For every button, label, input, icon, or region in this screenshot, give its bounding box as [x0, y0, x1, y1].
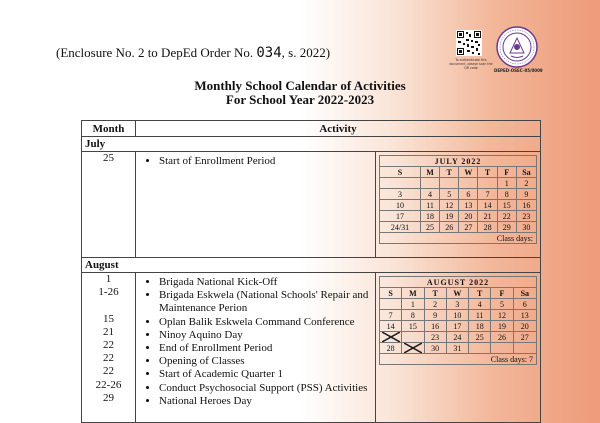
july-dates [82, 152, 136, 258]
calendar-day: 16 [424, 321, 446, 332]
calendar-day: 18 [469, 321, 491, 332]
calendar-day: 12 [440, 200, 459, 211]
calendar-day [478, 178, 497, 189]
weekday-header: W [446, 288, 468, 299]
calendar-week [380, 178, 537, 189]
date-cell: 25 [103, 152, 114, 164]
calendar-day: 19 [491, 321, 513, 332]
activity-item: • Opening of Classes [159, 355, 375, 368]
calendar-day: 14 [380, 321, 402, 332]
calendar-day: 25 [469, 332, 491, 343]
calendar-day: 17 [380, 211, 421, 222]
july-activities-row [82, 152, 541, 258]
calendar-day [420, 178, 439, 189]
calendar-day: 11 [420, 200, 439, 211]
weekday-header: W [459, 167, 478, 178]
activity-item: • Start of Enrollment Period [159, 155, 375, 168]
calendar-day: 2 [516, 178, 536, 189]
calendar-day: 26 [491, 332, 513, 343]
august-dates [82, 273, 136, 423]
weekday-header: T [440, 167, 459, 178]
calendar-day: 28 [380, 343, 402, 354]
calendar-day [402, 332, 424, 343]
page-subtitle: For School Year 2022-2023 [225, 92, 375, 107]
calendar-day: 8 [497, 189, 516, 200]
activity-item: • Ninoy Aquino Day [159, 329, 375, 342]
date-cell: 1-26 [98, 286, 119, 299]
calendar-day [513, 343, 536, 354]
qr-code-icon [456, 30, 482, 56]
august-calendar-cell [376, 273, 541, 423]
date-cell: 15 [103, 312, 114, 325]
weekday-header: S [380, 288, 402, 299]
calendar-week [380, 189, 537, 200]
crossed-out-day [380, 332, 402, 343]
activities-table [81, 120, 541, 423]
calendar-week [380, 332, 537, 343]
calendar-day: 26 [440, 222, 459, 233]
calendar-day: 3 [446, 299, 468, 310]
weekday-header: T [424, 288, 446, 299]
calendar-day: 22 [497, 211, 516, 222]
calendar-day: 15 [402, 321, 424, 332]
calendar-day: 10 [380, 200, 421, 211]
calendar-day: 6 [513, 299, 536, 310]
qr-note: To authenticate this document, please scan the QR code [449, 58, 493, 70]
month-row-july [82, 137, 541, 152]
table-header-row [82, 121, 541, 137]
enclosure-suffix: , s. 2022) [281, 45, 331, 60]
calendar-day [380, 178, 421, 189]
calendar-day: 23 [424, 332, 446, 343]
month-label-july: July [82, 137, 541, 152]
calendar-day: 3 [380, 189, 421, 200]
calendar-day: 10 [446, 310, 468, 321]
calendar-day: 5 [491, 299, 513, 310]
calendar-day: 18 [420, 211, 439, 222]
date-cell [82, 299, 135, 312]
calendar-day: 5 [440, 189, 459, 200]
calendar-day: 24/31 [380, 222, 421, 233]
month-label-august: August [82, 258, 541, 273]
calendar-day: 7 [478, 189, 497, 200]
calendar-week [380, 299, 537, 310]
calendar-day: 15 [497, 200, 516, 211]
activity-column-header: Activity [136, 121, 541, 137]
page-title: Monthly School Calendar of Activities [194, 78, 406, 93]
calendar-day: 1 [497, 178, 516, 189]
calendar-day: 19 [440, 211, 459, 222]
calendar-week [380, 343, 537, 354]
calendar-day: 7 [380, 310, 402, 321]
calendar-day [380, 299, 402, 310]
weekday-header: Sa [516, 167, 536, 178]
calendar-day: 13 [459, 200, 478, 211]
weekday-header: F [491, 288, 513, 299]
activity-item: • Brigada Eskwela (National Schools' Repair and Maintenance Perion [159, 289, 375, 315]
august-activities-row [82, 273, 541, 423]
calendar-day: 20 [459, 211, 478, 222]
calendar-week [380, 200, 537, 211]
calendar-day: 4 [469, 299, 491, 310]
date-cell: 22-26 [95, 378, 122, 391]
calendar-day: 21 [478, 211, 497, 222]
calendar-day: 9 [424, 310, 446, 321]
weekday-header: M [402, 288, 424, 299]
calendar-day: 16 [516, 200, 536, 211]
weekday-header: F [497, 167, 516, 178]
date-cell: 22 [103, 352, 114, 365]
date-cell: 22 [103, 338, 114, 351]
calendar-week [380, 310, 537, 321]
calendar-day [440, 178, 459, 189]
order-number: 034 [256, 45, 282, 61]
date-cell: 29 [103, 391, 114, 404]
activity-item: • Brigada National Kick-Off [159, 276, 375, 289]
calendar-day: 27 [459, 222, 478, 233]
calendar-day [469, 343, 491, 354]
calendar-day: 4 [420, 189, 439, 200]
calendar-day: 24 [446, 332, 468, 343]
calendar-day: 14 [478, 200, 497, 211]
activity-item: • Conduct Psychosocial Support (PSS) Activities [159, 382, 375, 395]
july-calendar-cell [376, 152, 541, 258]
calendar-day: 13 [513, 310, 536, 321]
activity-item: • Start of Academic Quarter 1 [159, 368, 375, 381]
calendar-week [380, 222, 537, 233]
activity-item: • Oplan Balik Eskwela Command Conference [159, 316, 375, 329]
calendar-week [380, 211, 537, 222]
calendar-day: 28 [478, 222, 497, 233]
calendar-day: 23 [516, 211, 536, 222]
enclosure-note [56, 45, 330, 61]
weekday-header: M [420, 167, 439, 178]
calendar-day: 11 [469, 310, 491, 321]
enclosure-prefix: (Enclosure No. 2 to DepEd Order No. [56, 45, 257, 60]
august-activities [136, 273, 376, 423]
calendar-day [459, 178, 478, 189]
august-mini-calendar [379, 276, 537, 365]
month-column-header: Month [82, 121, 136, 137]
weekday-header: T [478, 167, 497, 178]
class-days-label: Class days: 7 [380, 354, 537, 365]
calendar-day: 25 [420, 222, 439, 233]
calendar-day: 30 [516, 222, 536, 233]
date-cell: 22 [103, 365, 114, 378]
calendar-day: 1 [402, 299, 424, 310]
calendar-day: 17 [446, 321, 468, 332]
date-cell: 1 [105, 273, 112, 285]
july-activities [136, 152, 376, 258]
calendar-day: 8 [402, 310, 424, 321]
crossed-out-day [402, 343, 424, 354]
calendar-day: 12 [491, 310, 513, 321]
weekday-header: T [469, 288, 491, 299]
activity-item: • End of Enrollment Period [159, 342, 375, 355]
calendar-day: 9 [516, 189, 536, 200]
activity-item: • National Heroes Day [159, 395, 375, 408]
calendar-day: 27 [513, 332, 536, 343]
calendar-day [491, 343, 513, 354]
month-row-august [82, 258, 541, 273]
july-mini-calendar [379, 155, 537, 244]
weekday-header: S [380, 167, 421, 178]
calendar-day: 30 [424, 343, 446, 354]
calendar-week [380, 321, 537, 332]
calendar-day: 6 [459, 189, 478, 200]
deped-seal-icon [496, 26, 538, 68]
calendar-day: 31 [446, 343, 468, 354]
date-cell: 21 [103, 325, 114, 338]
calendar-title: AUGUST 2022 [380, 277, 537, 288]
calendar-day: 20 [513, 321, 536, 332]
weekday-header: Sa [513, 288, 536, 299]
calendar-day: 29 [497, 222, 516, 233]
seal-code: DEPED-OSEC-05/0009 [494, 68, 543, 73]
calendar-day: 2 [424, 299, 446, 310]
calendar-title: JULY 2022 [380, 156, 537, 167]
class-days-label: Class days: [380, 233, 537, 244]
